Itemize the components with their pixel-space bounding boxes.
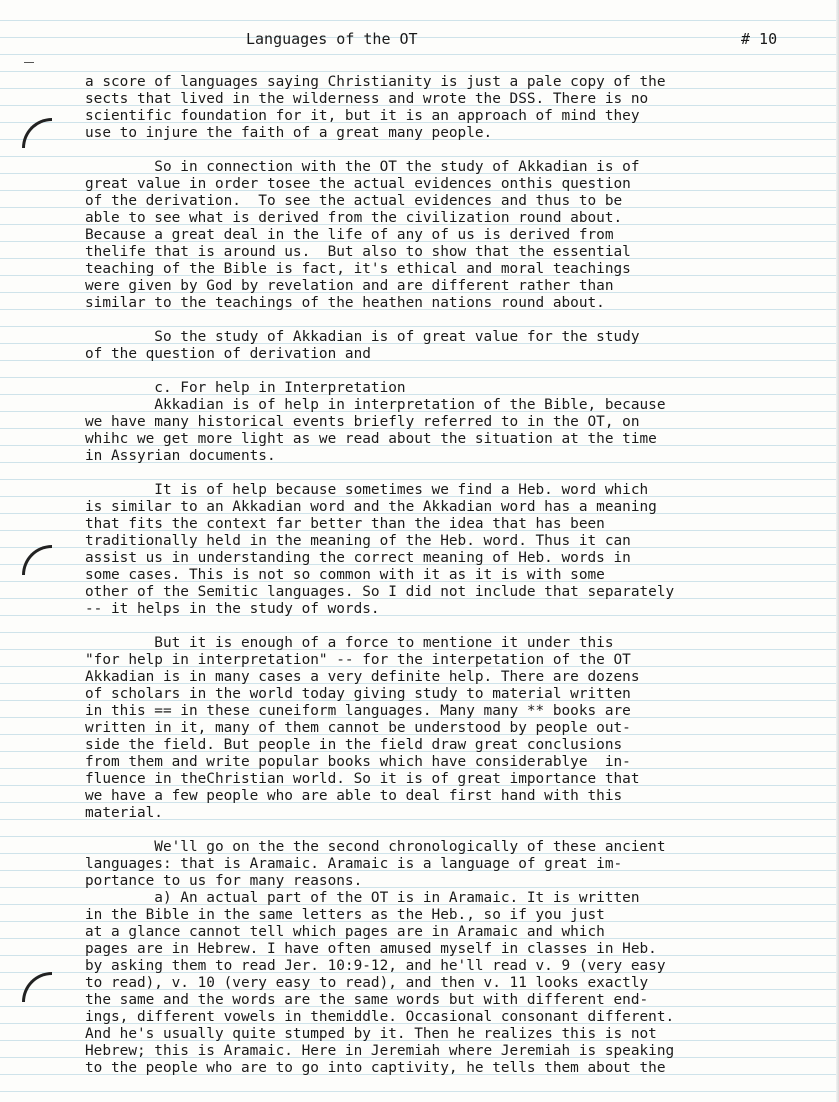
paragraph bbox=[85, 839, 825, 1077]
text-line: use to injure the faith of a great many people. bbox=[85, 125, 493, 141]
text-line: Akkadian is in many cases a very definite help. There are dozens bbox=[85, 669, 640, 685]
text-line: And he's usually quite stumped by it. Then he realizes this is not bbox=[85, 1026, 657, 1042]
text-line: material. bbox=[85, 805, 163, 821]
text-line: by asking them to read Jer. 10:9-12, and he'll read v. 9 (very easy bbox=[85, 958, 666, 974]
text-line: portance to us for many reasons. bbox=[85, 873, 363, 889]
text-line: Akkadian is of help in interpretation of the Bible, because bbox=[85, 397, 666, 413]
paragraph bbox=[85, 159, 825, 312]
text-line: to the people who are to go into captivity, he tells them about the bbox=[85, 1060, 666, 1076]
text-line: the same and the words are the same words but with different end- bbox=[85, 992, 649, 1008]
paragraph-spacer bbox=[85, 363, 825, 380]
text-line: Hebrew; this is Aramaic. Here in Jeremiah where Jeremiah is speaking bbox=[85, 1043, 675, 1059]
paragraph bbox=[85, 482, 825, 618]
text-line: sects that lived in the wilderness and wrote the DSS. There is no bbox=[85, 91, 649, 107]
binder-hole-mark bbox=[22, 545, 52, 575]
text-line: in Assyrian documents. bbox=[85, 448, 276, 464]
body-text bbox=[85, 74, 825, 1077]
text-line: in the Bible in the same letters as the Heb., so if you just bbox=[85, 907, 605, 923]
text-line: -- it helps in the study of words. bbox=[85, 601, 380, 617]
paragraph-spacer bbox=[85, 312, 825, 329]
paragraph-spacer bbox=[85, 142, 825, 159]
text-line: at a glance cannot tell which pages are in Aramaic and which bbox=[85, 924, 605, 940]
paragraph bbox=[85, 329, 825, 363]
text-line: assist us in understanding the correct meaning of Heb. words in bbox=[85, 550, 631, 566]
text-line: of the derivation. To see the actual evidences and thus to be bbox=[85, 193, 623, 209]
text-line: written in it, many of them cannot be understood by people out- bbox=[85, 720, 631, 736]
paragraph bbox=[85, 74, 825, 142]
text-line: we have many historical events briefly referred to in the OT, on bbox=[85, 414, 640, 430]
text-line: were given by God by revelation and are different rather than bbox=[85, 278, 614, 294]
text-line: So in connection with the OT the study of Akkadian is of bbox=[85, 159, 640, 175]
text-line: great value in order tosee the actual evidences onthis question bbox=[85, 176, 631, 192]
margin-mark bbox=[24, 62, 34, 63]
text-line: teaching of the Bible is fact, it's ethical and moral teachings bbox=[85, 261, 631, 277]
paragraph bbox=[85, 380, 825, 465]
text-line: a score of languages saying Christianity is just a pale copy of the bbox=[85, 74, 666, 90]
paragraph-spacer bbox=[85, 618, 825, 635]
page-number: # 10 bbox=[741, 30, 778, 48]
text-line: fluence in theChristian world. So it is of great importance that bbox=[85, 771, 640, 787]
text-line: whihc we get more light as we read about the situation at the time bbox=[85, 431, 657, 447]
text-line: is similar to an Akkadian word and the Akkadian word has a meaning bbox=[85, 499, 657, 515]
text-line: traditionally held in the meaning of the Heb. word. Thus it can bbox=[85, 533, 631, 549]
text-line: able to see what is derived from the civilization round about. bbox=[85, 210, 623, 226]
binder-hole-mark bbox=[22, 972, 52, 1002]
text-line: of scholars in the world today giving study to material written bbox=[85, 686, 631, 702]
paragraph bbox=[85, 635, 825, 822]
text-line: side the field. But people in the field draw great conclusions bbox=[85, 737, 623, 753]
text-line: in this == in these cuneiform languages. Many many ** books are bbox=[85, 703, 631, 719]
text-line: we have a few people who are able to deal first hand with this bbox=[85, 788, 623, 804]
text-line: pages are in Hebrew. I have often amused myself in classes in Heb. bbox=[85, 941, 657, 957]
text-line: a) An actual part of the OT is in Aramaic. It is written bbox=[85, 890, 640, 906]
text-line: We'll go on the the second chronologically of these ancient bbox=[85, 839, 666, 855]
text-line: c. For help in Interpretation bbox=[85, 380, 406, 396]
text-line: thelife that is around us. But also to show that the essential bbox=[85, 244, 631, 260]
text-line: similar to the teachings of the heathen nations round about. bbox=[85, 295, 605, 311]
text-line: some cases. This is not so common with it as it is with some bbox=[85, 567, 605, 583]
text-line: But it is enough of a force to mentione it under this bbox=[85, 635, 614, 651]
text-line: "for help in interpretation" -- for the interpetation of the OT bbox=[85, 652, 631, 668]
text-line: So the study of Akkadian is of great value for the study bbox=[85, 329, 640, 345]
text-line: other of the Semitic languages. So I did not include that separately bbox=[85, 584, 675, 600]
paragraph-spacer bbox=[85, 465, 825, 482]
binder-hole-mark bbox=[22, 118, 52, 148]
text-line: from them and write popular books which have considerablye in- bbox=[85, 754, 631, 770]
text-line: of the question of derivation and bbox=[85, 346, 371, 362]
page-title: Languages of the OT bbox=[246, 30, 418, 48]
text-line: ings, different vowels in themiddle. Occasional consonant different. bbox=[85, 1009, 675, 1025]
text-line: It is of help because sometimes we find a Heb. word which bbox=[85, 482, 649, 498]
text-line: that fits the context far better than the idea that has been bbox=[85, 516, 605, 532]
paragraph-spacer bbox=[85, 822, 825, 839]
text-line: to read), v. 10 (very easy to read), and then v. 11 looks exactly bbox=[85, 975, 649, 991]
text-line: scientific foundation for it, but it is an approach of mind they bbox=[85, 108, 640, 124]
text-line: Because a great deal in the life of any of us is derived from bbox=[85, 227, 614, 243]
text-line: languages: that is Aramaic. Aramaic is a language of great im- bbox=[85, 856, 623, 872]
